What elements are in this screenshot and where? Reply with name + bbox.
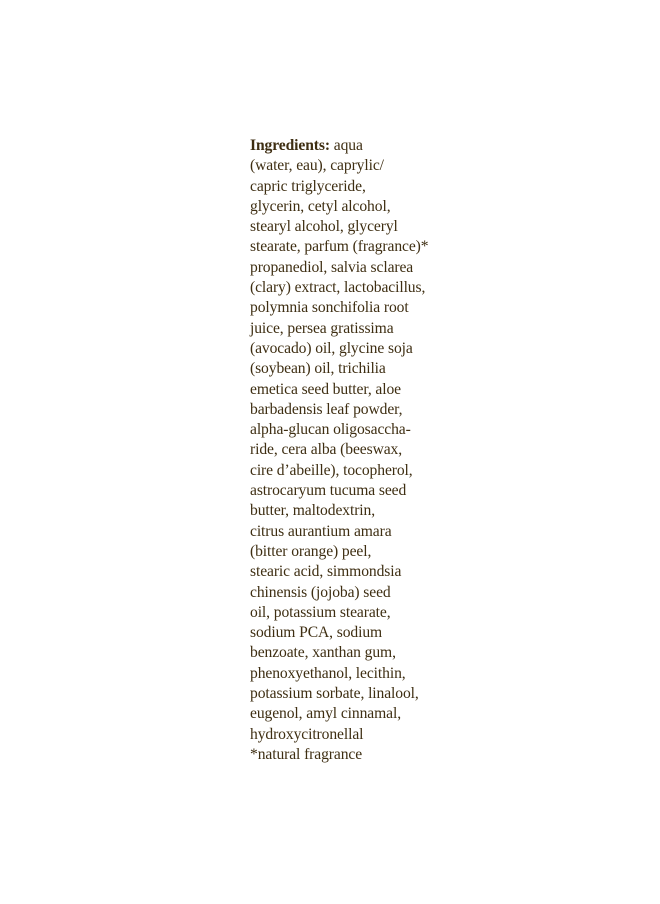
ingredients-line: benzoate, xanthan gum, bbox=[250, 644, 396, 662]
ingredients-line: juice, persea gratissima bbox=[250, 319, 394, 337]
ingredients-line: citrus aurantium amara bbox=[250, 522, 392, 540]
ingredients-line: (avocado) oil, glycine soja bbox=[250, 339, 413, 357]
ingredients-line: eugenol, amyl cinnamal, bbox=[250, 705, 401, 723]
ingredients-line: astrocaryum tucuma seed bbox=[250, 482, 407, 500]
ingredients-line-0 bbox=[250, 136, 430, 156]
ingredients-line: (soybean) oil, trichilia bbox=[250, 360, 386, 378]
ingredients-line: phenoxyethanol, lecithin, bbox=[250, 664, 406, 682]
ingredients-line: (clary) extract, lactobacillus, bbox=[250, 279, 426, 297]
ingredients-line: glycerin, cetyl alcohol, bbox=[250, 197, 391, 215]
ingredients-line: (bitter orange) peel, bbox=[250, 542, 372, 560]
ingredients-line: stearic acid, simmondsia bbox=[250, 563, 402, 581]
ingredients-line: capric triglyceride, bbox=[250, 177, 366, 195]
ingredients-line: polymnia sonchifolia root bbox=[250, 299, 409, 317]
ingredients-line: stearyl alcohol, glyceryl bbox=[250, 218, 398, 236]
ingredients-line: propanediol, salvia sclarea bbox=[250, 258, 414, 276]
ingredients-line: stearate, parfum (fragrance)* bbox=[250, 238, 429, 256]
ingredients-line: butter, maltodextrin, bbox=[250, 502, 376, 520]
ingredients-line: chinensis (jojoba) seed bbox=[250, 583, 391, 601]
ingredients-line: potassium sorbate, linalool, bbox=[250, 685, 419, 703]
ingredients-line: cire d’abeille), tocopherol, bbox=[250, 461, 413, 479]
ingredients-line: barbadensis leaf powder, bbox=[250, 400, 403, 418]
ingredients-first-item: aqua bbox=[329, 137, 363, 154]
ingredients-line: (water, eau), caprylic/ bbox=[250, 157, 384, 175]
ingredients-line: alpha-glucan oligosaccha- bbox=[250, 421, 411, 439]
ingredients-label: Ingredients: bbox=[250, 137, 330, 154]
ingredients-line: oil, potassium stearate, bbox=[250, 603, 391, 621]
fragrance-footnote: *natural fragrance bbox=[250, 745, 363, 763]
ingredients-line: ride, cera alba (beeswax, bbox=[250, 441, 403, 459]
ingredients-line: sodium PCA, sodium bbox=[250, 624, 383, 642]
ingredients-list bbox=[250, 136, 430, 765]
ingredients-line: emetica seed butter, aloe bbox=[250, 380, 402, 398]
ingredients-line: hydroxycitronellal bbox=[250, 725, 364, 743]
